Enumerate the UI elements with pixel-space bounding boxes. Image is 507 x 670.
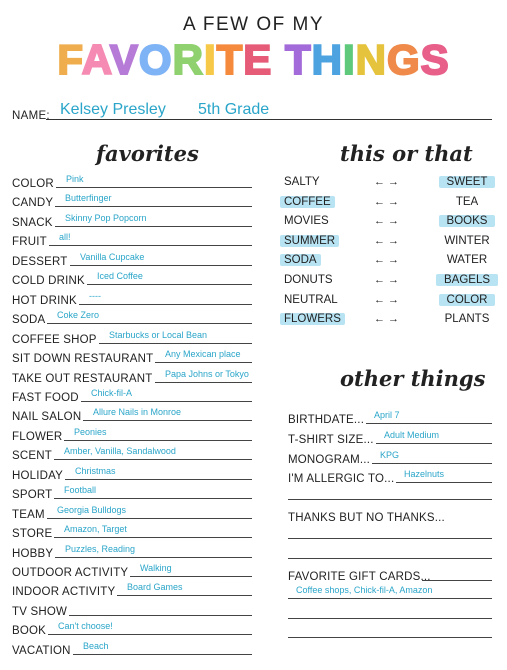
favorite-value[interactable]: Papa Johns or Tokyo	[165, 368, 249, 379]
option-right[interactable]	[432, 235, 502, 247]
other-thing-label: BIRTHDATE...	[288, 414, 365, 426]
favorite-row	[12, 349, 252, 365]
thanks-row	[288, 508, 492, 524]
other-thing-line	[372, 463, 492, 464]
this-or-that-row	[284, 196, 504, 212]
favorite-line	[99, 343, 252, 344]
favorite-row	[12, 602, 252, 618]
title-letter: T	[284, 36, 312, 83]
option-right[interactable]	[432, 294, 502, 306]
title-letter: H	[311, 36, 343, 83]
option-left[interactable]	[284, 274, 354, 286]
name-line	[46, 119, 492, 120]
favorite-label: NAIL SALON	[12, 411, 82, 424]
favorite-label: OUTDOOR ACTIVITY	[12, 567, 129, 579]
gift-cards-line-2	[288, 598, 492, 599]
favorite-value[interactable]: Football	[64, 485, 97, 496]
favorite-value[interactable]: Starbucks or Local Bean	[109, 329, 208, 340]
gift-cards-value-row	[288, 585, 492, 601]
favorite-value[interactable]: Amazon, Target	[64, 524, 127, 535]
favorite-line	[83, 420, 252, 421]
other-thing-line	[396, 482, 492, 483]
favorite-row	[12, 252, 252, 268]
option-right[interactable]	[432, 196, 502, 208]
favorite-value[interactable]: Any Mexican place	[165, 349, 241, 360]
favorite-value[interactable]: Butterfinger	[65, 193, 112, 204]
thanks-line-1[interactable]	[288, 538, 492, 539]
option-right-text: BAGELS	[436, 274, 498, 286]
favorite-row	[12, 213, 252, 229]
title-letter: A	[81, 36, 110, 83]
favorite-label: FLOWER	[12, 430, 63, 443]
favorite-row	[12, 544, 252, 560]
favorite-row	[12, 582, 252, 598]
option-left-text: NEUTRAL	[284, 293, 338, 306]
favorite-row	[12, 310, 252, 326]
option-right-text: PLANTS	[444, 313, 490, 326]
option-right-text: TEA	[455, 195, 479, 208]
option-right[interactable]	[432, 215, 502, 227]
gift-cards-label: FAVORITE GIFT CARDS...	[288, 571, 431, 583]
favorite-label: VACATION	[12, 644, 71, 657]
favorite-label: FAST FOOD	[12, 391, 79, 404]
arrows-icon: ← →	[374, 234, 400, 247]
favorite-label: SCENT	[12, 450, 52, 463]
option-right[interactable]	[432, 176, 502, 188]
option-left[interactable]	[284, 313, 354, 325]
gift-line-4[interactable]	[288, 637, 492, 638]
favorite-line	[55, 206, 252, 207]
favorite-row	[12, 271, 252, 287]
favorite-line	[47, 518, 252, 519]
option-left[interactable]	[284, 235, 354, 247]
title-letter: N	[355, 36, 387, 83]
arrows-icon: ← →	[374, 195, 400, 208]
page-title	[0, 36, 507, 84]
favorite-label: SPORT	[12, 489, 53, 502]
other-thing-label: MONOGRAM...	[288, 453, 371, 466]
thanks-line-2[interactable]	[288, 558, 492, 559]
title-letter: S	[420, 36, 450, 83]
favorite-label: CANDY	[12, 197, 54, 210]
favorite-value[interactable]: Pink	[66, 174, 84, 184]
favorite-row	[12, 563, 252, 579]
favorite-row	[12, 505, 252, 521]
option-right-text: SWEET	[439, 176, 496, 188]
this-or-that-row	[284, 254, 504, 270]
arrows-icon: ← →	[374, 293, 400, 306]
favorite-value[interactable]: Christmas	[75, 465, 116, 476]
name-value[interactable]: Kelsey Presley	[60, 101, 166, 118]
other-things-heading: other things	[340, 366, 486, 391]
name-row	[12, 100, 492, 122]
favorite-value[interactable]: Amber, Vanilla, Sandalwood	[64, 446, 176, 457]
other-thing-value[interactable]: Adult Medium	[384, 429, 440, 440]
option-right[interactable]	[432, 274, 502, 286]
favorite-value[interactable]: Vanilla Cupcake	[80, 251, 145, 262]
favorite-value[interactable]: Chick-fil-A	[91, 387, 133, 398]
this-or-that-heading: this or that	[340, 141, 473, 166]
arrows-icon: ← →	[374, 176, 400, 188]
title-letter: O	[138, 36, 173, 83]
favorite-value[interactable]: Peonies	[74, 426, 107, 437]
option-left-text: FLOWERS	[280, 313, 345, 325]
allergic-line-2[interactable]	[288, 499, 492, 500]
favorite-row	[12, 174, 252, 190]
favorite-label: FRUIT	[12, 236, 47, 249]
subtitle: A FEW OF MY	[182, 14, 325, 35]
this-or-that-row	[284, 294, 504, 310]
favorite-label: COFFEE SHOP	[12, 333, 97, 346]
thanks-label: THANKS BUT NO THANKS...	[288, 512, 445, 524]
favorite-value[interactable]: Georgia Bulldogs	[57, 504, 127, 515]
option-left-text: COFFEE	[280, 196, 335, 208]
favorite-label: SNACK	[12, 216, 53, 229]
favorite-value[interactable]: ----	[89, 290, 101, 301]
option-left[interactable]	[284, 254, 354, 266]
favorite-line	[47, 323, 252, 324]
favorite-value[interactable]: all!	[59, 232, 71, 243]
favorite-line	[64, 440, 252, 441]
favorite-label: COLD DRINK	[12, 275, 85, 288]
favorite-value[interactable]: Skinny Pop Popcorn	[65, 212, 147, 223]
arrows-icon: ← →	[374, 313, 400, 326]
favorite-value[interactable]: Allure Nails in Monroe	[93, 407, 182, 418]
favorite-value[interactable]: Can't choose!	[58, 621, 113, 632]
favorite-value[interactable]: Coke Zero	[57, 310, 100, 321]
favorite-line	[48, 634, 252, 635]
favorite-row	[12, 388, 252, 404]
title-letter: E	[243, 36, 273, 83]
favorite-row	[12, 330, 252, 346]
grade-value[interactable]: 5th Grade	[198, 101, 270, 118]
favorite-row	[12, 641, 252, 657]
favorite-label: HOLIDAY	[12, 469, 64, 482]
favorite-row	[12, 621, 252, 637]
arrows-icon: ← →	[374, 274, 400, 286]
option-right-text: WINTER	[444, 234, 490, 247]
favorites-heading: favorites	[96, 141, 199, 166]
option-left-text: SODA	[280, 254, 321, 266]
this-or-that-row	[284, 215, 504, 231]
favorite-row	[12, 193, 252, 209]
title-letter: I	[203, 36, 217, 83]
favorite-label: DESSERT	[12, 255, 68, 268]
favorite-line	[130, 576, 252, 577]
other-thing-line	[376, 443, 492, 444]
favorite-line	[155, 362, 252, 363]
option-left-text: SALTY	[284, 176, 320, 188]
favorite-value[interactable]: Beach	[83, 640, 109, 651]
title-letter: T	[216, 36, 244, 83]
arrows-icon: ← →	[374, 215, 400, 228]
favorite-line	[55, 226, 252, 227]
favorite-row	[12, 466, 252, 482]
this-or-that-row	[284, 313, 504, 329]
favorite-label: TEAM	[12, 508, 45, 521]
favorite-row	[12, 232, 252, 248]
favorite-label: COLOR	[12, 178, 54, 190]
favorite-label: TAKE OUT RESTAURANT	[12, 372, 153, 385]
option-right[interactable]	[432, 313, 502, 325]
favorite-line	[117, 595, 252, 596]
this-or-that-row	[284, 235, 504, 251]
option-left-text: DONUTS	[284, 274, 333, 286]
favorite-label: SIT DOWN RESTAURANT	[12, 353, 154, 366]
favorite-line	[65, 479, 252, 480]
other-thing-line	[366, 423, 492, 424]
other-thing-label: T-SHIRT SIZE...	[288, 433, 374, 446]
other-thing-row	[288, 430, 492, 446]
favorite-line	[49, 245, 252, 246]
name-label: NAME:	[12, 110, 50, 122]
title-letter: F	[57, 36, 82, 83]
title-letter: V	[109, 36, 139, 83]
other-thing-row	[288, 410, 492, 426]
favorite-line	[79, 304, 252, 305]
other-thing-value[interactable]: KPG	[380, 449, 400, 460]
favorite-row	[12, 427, 252, 443]
favorite-value[interactable]: Board Games	[127, 582, 183, 593]
option-left[interactable]	[284, 215, 354, 227]
other-thing-value[interactable]: April 7	[374, 410, 400, 420]
option-left[interactable]	[284, 196, 354, 208]
favorite-line	[81, 401, 252, 402]
favorite-row	[12, 485, 252, 501]
favorite-row	[12, 446, 252, 462]
option-left-text: MOVIES	[284, 215, 329, 228]
gift-cards-row	[288, 567, 492, 583]
favorite-row	[12, 524, 252, 540]
option-right-text: WATER	[446, 254, 488, 267]
favorite-line	[155, 382, 252, 383]
favorite-row	[12, 407, 252, 423]
other-thing-label: I'M ALLERGIC TO...	[288, 473, 395, 486]
favorite-value[interactable]: Puzzles, Reading	[65, 543, 136, 554]
option-left-text: SUMMER	[280, 235, 339, 247]
favorite-value[interactable]: Walking	[140, 563, 172, 573]
this-or-that-row	[284, 274, 504, 290]
favorite-label: TV SHOW	[12, 605, 68, 618]
other-thing-row	[288, 469, 492, 485]
favorite-line	[87, 284, 252, 285]
option-left[interactable]	[284, 176, 354, 188]
favorite-row	[12, 291, 252, 307]
favorite-value[interactable]: Iced Coffee	[97, 271, 143, 282]
favorite-line	[73, 654, 252, 655]
favorite-label: STORE	[12, 528, 53, 541]
favorite-line	[70, 265, 252, 266]
gift-cards-value[interactable]: Coffee shops, Chick-fil-A, Amazon	[296, 585, 433, 595]
favorite-line	[54, 459, 252, 460]
favorite-label: HOBBY	[12, 547, 54, 560]
favorite-label: HOT DRINK	[12, 294, 77, 307]
favorite-line	[69, 615, 252, 616]
favorite-line	[55, 557, 252, 558]
option-left[interactable]	[284, 294, 354, 306]
title-letter: R	[172, 36, 204, 83]
this-or-that-row	[284, 176, 504, 192]
favorite-label: BOOK	[12, 625, 47, 638]
favorite-line	[56, 187, 252, 188]
title-letter: G	[386, 36, 421, 83]
other-thing-row	[288, 450, 492, 466]
gift-line-3[interactable]	[288, 618, 492, 619]
favorite-label: SODA	[12, 314, 46, 327]
title-letter: I	[342, 36, 356, 83]
title-letter	[272, 36, 285, 83]
other-thing-value[interactable]: Hazelnuts	[404, 469, 445, 480]
favorite-row	[12, 369, 252, 385]
option-right-text: COLOR	[439, 294, 496, 306]
option-right[interactable]	[432, 254, 502, 266]
option-right-text: BOOKS	[439, 215, 496, 227]
favorite-label: INDOOR ACTIVITY	[12, 586, 116, 599]
favorite-line	[54, 498, 252, 499]
arrows-icon: ← →	[374, 254, 400, 267]
gift-cards-line	[422, 580, 492, 581]
favorite-line	[54, 537, 252, 538]
